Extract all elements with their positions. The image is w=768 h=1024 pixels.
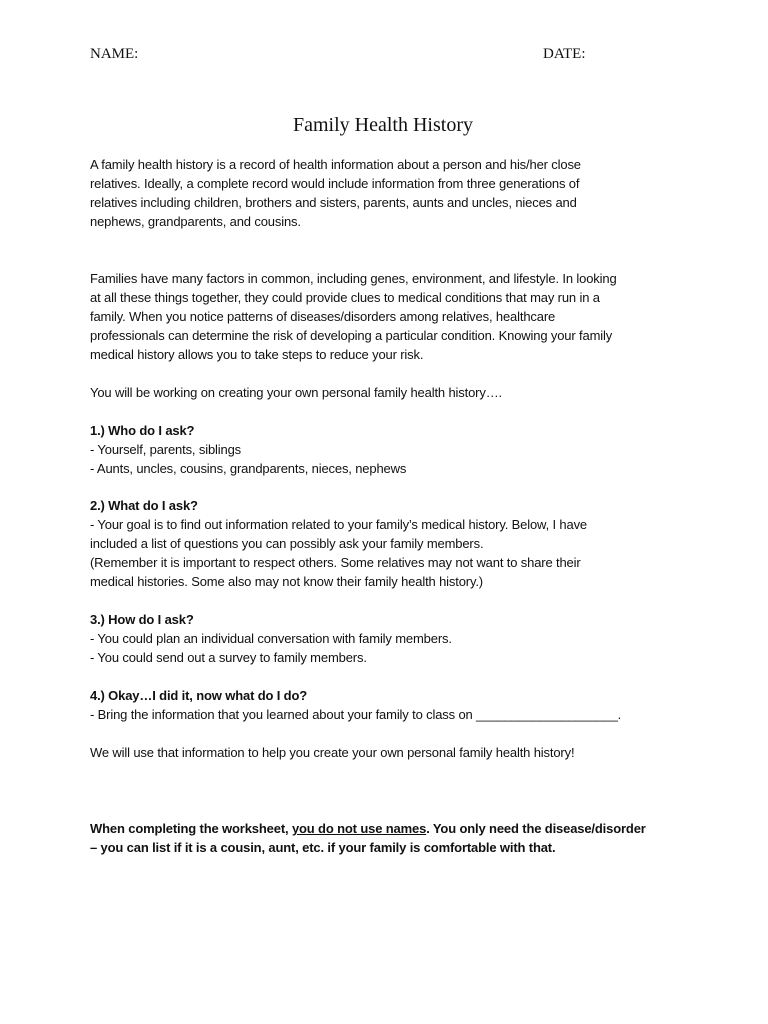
closing-line: We will use that information to help you create your own personal family health history! (90, 745, 575, 760)
page-title: Family Health History (293, 114, 473, 136)
working-paragraph (90, 383, 680, 402)
date-label: DATE: (543, 46, 586, 62)
section-line: - Your goal is to find out information related to your family’s medical history. Below, I have (90, 517, 588, 532)
section-line: (Remember it is important to respect others. Some relatives may not want to share their (90, 555, 581, 570)
section-what-next (90, 686, 680, 724)
factors-paragraph (90, 269, 680, 364)
factors-line: professionals can determine the risk of developing a particular condition. Knowing your family (90, 328, 613, 343)
section-line: - You could plan an individual conversation with family members. (90, 631, 452, 646)
section-what-to-ask (90, 496, 680, 591)
section-how-to-ask (90, 610, 680, 667)
note-text: When completing the worksheet, (90, 821, 292, 836)
intro-paragraph (90, 155, 680, 231)
section-line: medical histories. Some also may not know their family health history.) (90, 574, 483, 589)
section-line: - Yourself, parents, siblings (90, 442, 242, 457)
factors-line: at all these things together, they could provide clues to medical conditions that may run in a (90, 290, 600, 305)
section-question: 3.) How do I ask? (90, 612, 194, 627)
section-question: 1.) Who do I ask? (90, 423, 195, 438)
intro-line: A family health history is a record of health information about a person and his/her close (90, 157, 581, 172)
note-line (90, 819, 680, 838)
factors-line: medical history allows you to take steps to reduce your risk. (90, 347, 424, 362)
note-text: . You only need the disease/disorder (426, 821, 646, 836)
section-question: 2.) What do I ask? (90, 498, 198, 513)
closing-paragraph (90, 743, 680, 762)
factors-line: Families have many factors in common, including genes, environment, and lifestyle. In looking (90, 271, 617, 286)
section-line: included a list of questions you can possibly ask your family members. (90, 536, 484, 551)
section-question: 4.) Okay…I did it, now what do I do? (90, 688, 308, 703)
factors-line: family. When you notice patterns of diseases/disorders among relatives, healthcare (90, 309, 556, 324)
section-line: - Bring the information that you learned about your family to class on ____________________. (90, 707, 622, 722)
section-line: - You could send out a survey to family members. (90, 650, 367, 665)
name-label: NAME: (90, 46, 139, 62)
worksheet-note (90, 819, 680, 857)
working-line: You will be working on creating your own personal family health history…. (90, 385, 503, 400)
note-emphasis: you do not use names (291, 821, 427, 836)
intro-line: relatives. Ideally, a complete record would include information from three generations of (90, 176, 580, 191)
note-line: – you can list if it is a cousin, aunt, etc. if your family is comfortable with that. (90, 840, 556, 855)
section-line: - Aunts, uncles, cousins, grandparents, nieces, nephews (90, 461, 407, 476)
intro-line: nephews, grandparents, and cousins. (90, 214, 301, 229)
section-who-to-ask (90, 421, 680, 478)
intro-line: relatives including children, brothers and sisters, parents, aunts and uncles, nieces and (90, 195, 577, 210)
